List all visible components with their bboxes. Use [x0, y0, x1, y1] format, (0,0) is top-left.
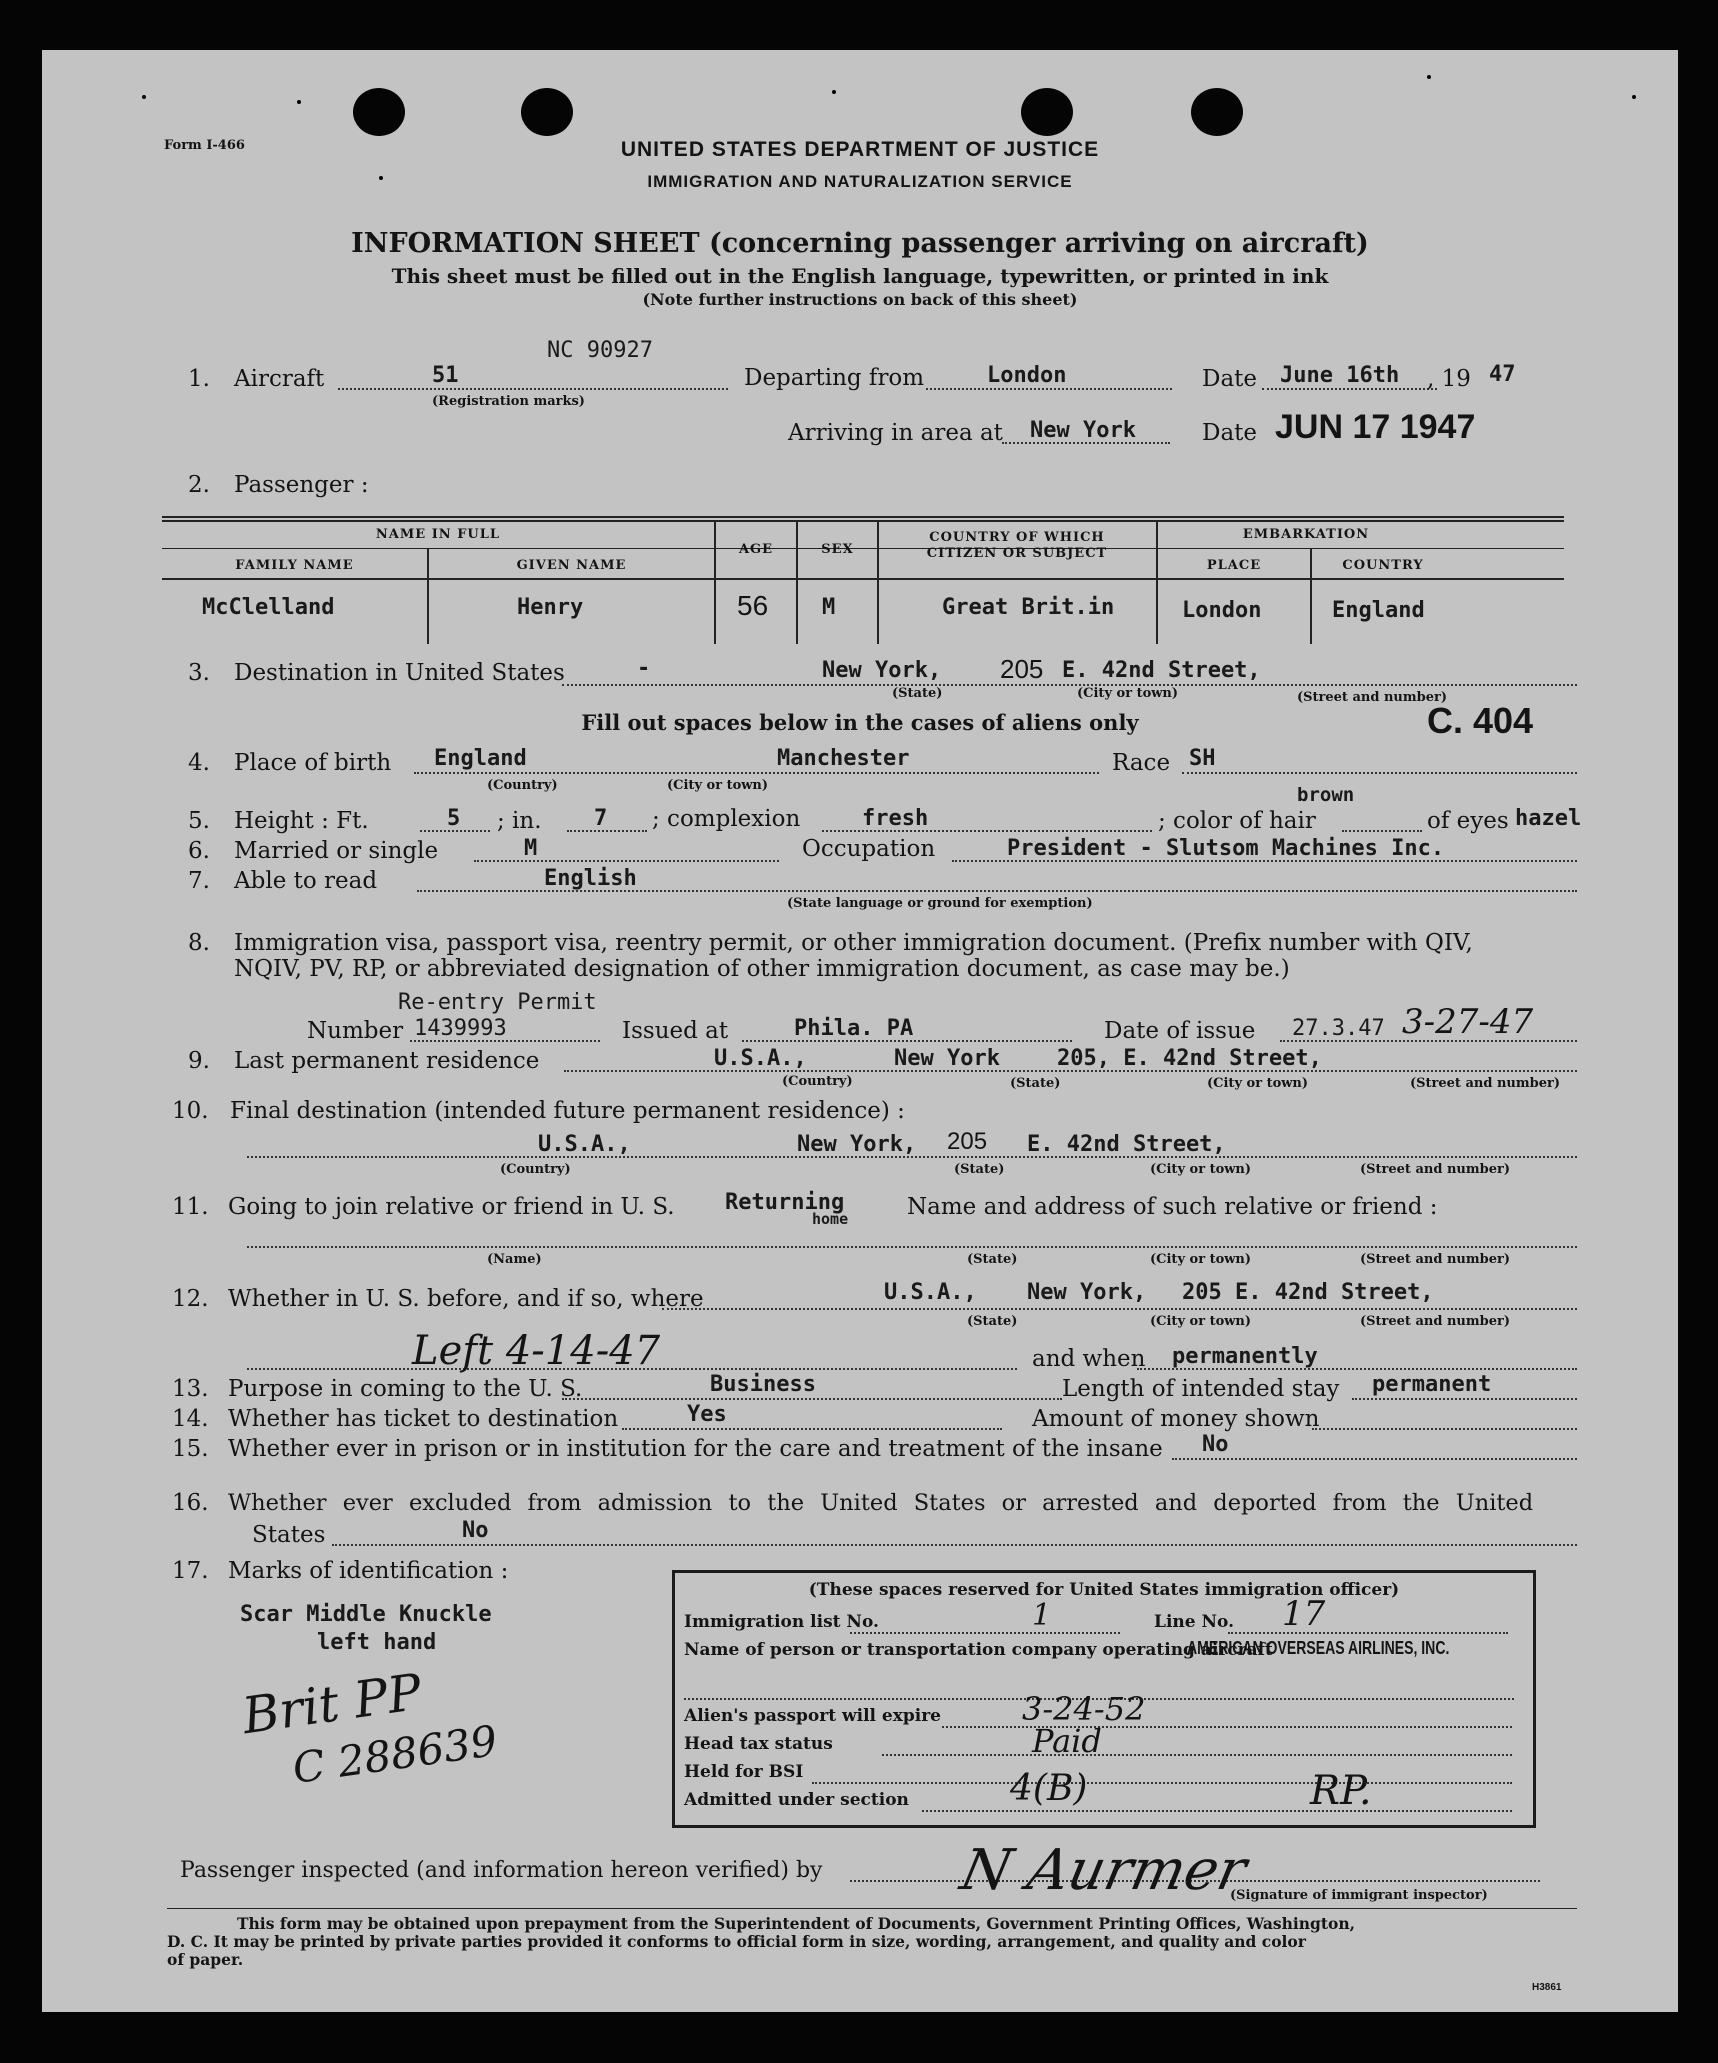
transport-company-value: AMERICAN OVERSEAS AIRLINES, INC. — [1187, 1638, 1450, 1658]
item-number: 8. — [188, 930, 210, 956]
item-number: 17. — [172, 1558, 209, 1584]
item-number: 13. — [172, 1376, 209, 1402]
fill-line — [1342, 830, 1422, 832]
sex-value: M — [822, 595, 836, 620]
punch-hole — [1191, 88, 1243, 136]
form-title: INFORMATION SHEET (concerning passenger arriving on aircraft) — [351, 228, 1369, 259]
visa-instruction-line1: Immigration visa, passport visa, reentry permit, or other immigration document. (Prefix number with QIV, — [234, 930, 1473, 956]
complexion-value: fresh — [862, 806, 929, 831]
transport-company-label: Name of person or transportation company operating aircraft — [684, 1640, 1273, 1660]
footer-code: H3861 — [1532, 1982, 1562, 1993]
passenger-label: Passenger : — [234, 472, 369, 498]
item-number: 10. — [172, 1098, 209, 1124]
state-caption: (State) — [967, 1314, 1018, 1329]
destination-street-value: E. 42nd Street, — [1062, 658, 1261, 683]
fill-line — [562, 1398, 1062, 1400]
admitted-code-value: RP. — [1310, 1768, 1372, 1814]
final-country: U.S.A., — [538, 1132, 631, 1157]
fill-line — [850, 1632, 1120, 1634]
fill-line — [414, 772, 1099, 774]
destination-label: Destination in United States — [234, 660, 565, 686]
speck — [832, 90, 836, 94]
prison-value: No — [1202, 1432, 1229, 1457]
table-divider — [877, 520, 879, 644]
fill-line — [922, 1810, 1512, 1812]
header-country-citizen: COUNTRY OF WHICH CITIZEN OR SUBJECT — [926, 530, 1108, 561]
marks-label: Marks of identification : — [228, 1558, 509, 1584]
prison-label: Whether ever in prison or in institution for the care and treatment of the insane — [228, 1436, 1163, 1462]
footer-line3: of paper. — [167, 1950, 244, 1969]
arriving-value: New York — [1030, 418, 1136, 443]
race-label: Race — [1112, 750, 1171, 776]
marks-line2: left hand — [317, 1630, 437, 1655]
last-residence-country: U.S.A., — [714, 1046, 807, 1071]
head-tax-label: Head tax status — [684, 1734, 833, 1754]
complexion-label: ; complexion — [652, 806, 801, 832]
final-street: E. 42nd Street, — [1027, 1132, 1226, 1157]
fill-line — [1228, 1632, 1508, 1634]
height-feet-value: 5 — [447, 806, 461, 831]
street-caption: (Street and number) — [1360, 1314, 1510, 1329]
ticket-value: Yes — [687, 1402, 727, 1427]
header-sex: SEX — [821, 542, 854, 557]
able-to-read-label: Able to read — [234, 868, 378, 894]
city-caption: (City or town) — [1077, 686, 1179, 701]
previous-state: New York, — [1027, 1280, 1147, 1305]
departure-date-value: June 16th — [1280, 363, 1400, 388]
hair-label: ; color of hair — [1158, 808, 1316, 834]
departure-date-label: Date — [1202, 366, 1258, 392]
issued-at-label: Issued at — [622, 1018, 729, 1044]
header-age: AGE — [738, 542, 774, 557]
footer-line1: This form may be obtained upon prepayment from the Superintendent of Documents, Government Printing Offices, Washington, — [237, 1914, 1356, 1933]
passport-expire-value: 3-24-52 — [1022, 1690, 1146, 1728]
inspected-label: Passenger inspected (and information hereon verified) by — [180, 1858, 823, 1883]
eyes-label: of eyes — [1427, 808, 1509, 834]
state-caption: (State) — [967, 1252, 1018, 1267]
fill-line — [1312, 1428, 1577, 1430]
speck — [297, 100, 301, 104]
fill-line — [1172, 1458, 1577, 1460]
visa-instruction-line2: NQIV, PV, RP, or abbreviated designation of other immigration document, as case may be.) — [234, 956, 1290, 982]
final-number: 205 — [947, 1128, 988, 1155]
header-place: PLACE — [1206, 558, 1262, 573]
aircraft-registration-value: NC 90927 — [547, 338, 653, 363]
footer-rule — [167, 1908, 1577, 1909]
final-state: New York, — [797, 1132, 917, 1157]
street-caption: (Street and number) — [1297, 690, 1447, 705]
hair-value: brown — [1297, 784, 1355, 806]
embarkation-place-value: London — [1182, 598, 1262, 623]
line-number-value: 17 — [1282, 1594, 1326, 1634]
form-instruction: This sheet must be filled out in the English language, typewritten, or printed in ink — [391, 264, 1329, 288]
fill-line — [662, 1308, 1577, 1310]
aliens-only-heading: Fill out spaces below in the cases of aliens only — [581, 710, 1139, 735]
country-caption: (Country) — [487, 778, 558, 793]
birth-city-value: Manchester — [777, 746, 910, 771]
table-border — [162, 520, 1564, 522]
item-number: 7. — [188, 868, 210, 894]
last-residence-state: New York — [894, 1046, 1000, 1071]
item-number: 11. — [172, 1194, 209, 1220]
fill-line — [1352, 1398, 1577, 1400]
left-date-handwritten: Left 4-14-47 — [412, 1328, 661, 1374]
held-bsi-label: Held for BSI — [684, 1762, 804, 1782]
length-stay-value: permanent — [1372, 1372, 1492, 1397]
joining-value: Returning — [725, 1190, 845, 1215]
states-label: States — [252, 1522, 326, 1548]
eyes-value: hazel — [1515, 806, 1582, 831]
officer-box-heading: (These spaces reserved for United States immigration officer) — [808, 1580, 1400, 1600]
state-caption: (State) — [1010, 1076, 1061, 1091]
fill-line — [562, 684, 1577, 686]
departure-year-value: 47 — [1489, 362, 1516, 387]
date-of-issue-label: Date of issue — [1104, 1018, 1256, 1044]
passport-expire-label: Alien's passport will expire — [684, 1706, 941, 1726]
embarkation-country-value: England — [1332, 598, 1425, 623]
arrival-date-label: Date — [1202, 420, 1258, 446]
previous-street: 205 E. 42nd Street, — [1182, 1280, 1434, 1305]
item-number: 6. — [188, 838, 210, 864]
state-language-caption: (State language or ground for exemption) — [787, 896, 1093, 911]
fill-line — [1262, 388, 1437, 390]
age-value: 56 — [737, 590, 769, 621]
number-label: Number — [307, 1018, 404, 1044]
destination-dash: - — [637, 656, 651, 681]
item-number: 4. — [188, 750, 210, 776]
excluded-label: Whether ever excluded from admission to the United States or arrested and deported from the United — [228, 1490, 1534, 1516]
item-number: 1. — [188, 366, 210, 392]
city-caption: (City or town) — [667, 778, 769, 793]
ticket-label: Whether has ticket to destination — [228, 1406, 619, 1432]
street-caption: (Street and number) — [1360, 1252, 1510, 1267]
occupation-value: President - Slutsom Machines Inc. — [1007, 836, 1445, 861]
document-type-value: Re-entry Permit — [398, 990, 597, 1015]
arriving-label: Arriving in area at — [788, 420, 1003, 446]
department-title: UNITED STATES DEPARTMENT OF JUSTICE — [620, 138, 1100, 161]
fill-line — [332, 1544, 1577, 1546]
case-number-stamp: C. 404 — [1427, 700, 1534, 741]
admitted-section-value: 4(B) — [1010, 1768, 1088, 1809]
fill-line — [247, 1246, 1577, 1248]
previous-country: U.S.A., — [884, 1280, 977, 1305]
header-given-name: GIVEN NAME — [516, 558, 627, 573]
form-note: (Note further instructions on back of this sheet) — [642, 290, 1078, 309]
fill-line — [338, 388, 728, 390]
document-number-value: 1439993 — [414, 1016, 507, 1041]
table-border — [162, 578, 1564, 580]
final-destination-label: Final destination (intended future permanent residence) : — [230, 1098, 905, 1124]
issued-at-value: Phila. PA — [794, 1016, 914, 1041]
header-embarkation: EMBARKATION — [1242, 527, 1370, 542]
footer-line2: D. C. It may be printed by private parties provided it conforms to official form in size, wording, arrangement, and quality and color — [167, 1932, 1306, 1951]
header-name-in-full: NAME IN FULL — [375, 527, 501, 542]
height-inches-value: 7 — [594, 806, 608, 831]
form-number: Form I-466 — [164, 138, 245, 153]
joining-over-value: home — [812, 1210, 849, 1228]
registration-marks-caption: (Registration marks) — [432, 394, 585, 409]
departing-from-label: Departing from — [744, 365, 925, 391]
state-caption: (State) — [954, 1162, 1005, 1177]
family-name-value: McClelland — [202, 595, 335, 620]
place-of-birth-label: Place of birth — [234, 750, 392, 776]
speck — [142, 95, 146, 99]
fill-line — [882, 1754, 1512, 1756]
signature-caption: (Signature of immigrant inspector) — [1230, 1888, 1488, 1903]
punch-hole — [353, 88, 405, 136]
fill-line — [812, 1782, 1512, 1784]
list-number-label: Immigration list No. — [684, 1612, 879, 1632]
language-value: English — [544, 866, 637, 891]
header-country: COUNTRY — [1342, 558, 1424, 573]
name-address-label: Name and address of such relative or friend : — [907, 1194, 1438, 1220]
birth-country-value: England — [434, 746, 527, 771]
city-caption: (City or town) — [1150, 1162, 1252, 1177]
table-border — [162, 516, 1564, 518]
last-residence-street: 205, E. 42nd Street, — [1057, 1046, 1322, 1071]
item-number: 16. — [172, 1490, 209, 1516]
inches-label: ; in. — [497, 808, 542, 834]
speck — [1632, 95, 1636, 99]
table-border — [1156, 548, 1452, 549]
item-number: 9. — [188, 1048, 210, 1074]
street-caption: (Street and number) — [1410, 1076, 1560, 1091]
head-tax-value: Paid — [1032, 1722, 1102, 1760]
item-number: 15. — [172, 1436, 209, 1462]
line-number-label: Line No. — [1154, 1612, 1235, 1632]
item-number: 14. — [172, 1406, 209, 1432]
last-residence-label: Last permanent residence — [234, 1048, 540, 1074]
street-caption: (Street and number) — [1360, 1162, 1510, 1177]
married-label: Married or single — [234, 838, 439, 864]
money-label: Amount of money shown — [1032, 1406, 1320, 1432]
marital-value: M — [524, 836, 538, 861]
speck — [1427, 75, 1431, 79]
country-caption: (Country) — [782, 1074, 853, 1089]
country-caption: (Country) — [500, 1162, 571, 1177]
fill-line — [926, 388, 1172, 390]
punch-hole — [521, 88, 573, 136]
item-number: 3. — [188, 660, 210, 686]
table-divider — [796, 520, 798, 644]
and-when-label: and when — [1032, 1346, 1146, 1372]
city-caption: (City or town) — [1150, 1314, 1252, 1329]
race-value: SH — [1189, 746, 1216, 771]
state-caption: (State) — [892, 686, 943, 701]
header-family-name: FAMILY NAME — [235, 558, 354, 573]
document-page — [42, 50, 1678, 2012]
city-caption: (City or town) — [1150, 1252, 1252, 1267]
aircraft-label: Aircraft — [234, 366, 325, 392]
height-label: Height : Ft. — [234, 808, 369, 834]
item-number: 12. — [172, 1286, 209, 1312]
departing-from-value: London — [987, 363, 1067, 388]
name-caption: (Name) — [487, 1252, 542, 1267]
occupation-label: Occupation — [802, 836, 936, 862]
aircraft-number-value: 51 — [432, 363, 459, 388]
passport-handwritten-2: C 288639 — [289, 1715, 501, 1794]
when-value: permanently — [1172, 1344, 1318, 1369]
purpose-label: Purpose in coming to the U. S. — [228, 1376, 583, 1402]
table-divider — [714, 520, 716, 644]
fill-line — [1182, 772, 1577, 774]
admitted-label: Admitted under section — [684, 1790, 909, 1810]
purpose-value: Business — [710, 1372, 816, 1397]
fill-line — [622, 1428, 1002, 1430]
list-number-value: 1 — [1032, 1598, 1052, 1633]
punch-hole — [1021, 88, 1073, 136]
passport-handwritten-1: Brit PP — [238, 1662, 426, 1746]
departure-year-prefix: , 19 — [1427, 366, 1471, 392]
given-name-value: Henry — [517, 595, 584, 620]
item-number: 2. — [188, 472, 210, 498]
inspector-signature: N Aurmer — [955, 1838, 1253, 1903]
city-caption: (City or town) — [1207, 1076, 1309, 1091]
marks-line1: Scar Middle Knuckle — [240, 1602, 492, 1627]
date-of-issue-value: 27.3.47 — [1292, 1016, 1385, 1041]
destination-state-value: New York, — [822, 658, 942, 683]
service-title: IMMIGRATION AND NATURALIZATION SERVICE — [647, 172, 1073, 191]
destination-number-value: 205 — [1000, 654, 1044, 684]
item-number: 5. — [188, 808, 210, 834]
citizen-value: Great Brit.in — [942, 595, 1115, 620]
date-of-issue-handwritten: 3-27-47 — [1402, 1002, 1534, 1042]
excluded-value: No — [462, 1518, 489, 1543]
length-stay-label: Length of intended stay — [1062, 1376, 1340, 1402]
in-us-before-label: Whether in U. S. before, and if so, where — [228, 1286, 704, 1312]
fill-line — [474, 860, 779, 862]
arrival-date-stamp: JUN 17 1947 — [1275, 408, 1476, 446]
going-to-join-label: Going to join relative or friend in U. S. — [228, 1194, 675, 1220]
